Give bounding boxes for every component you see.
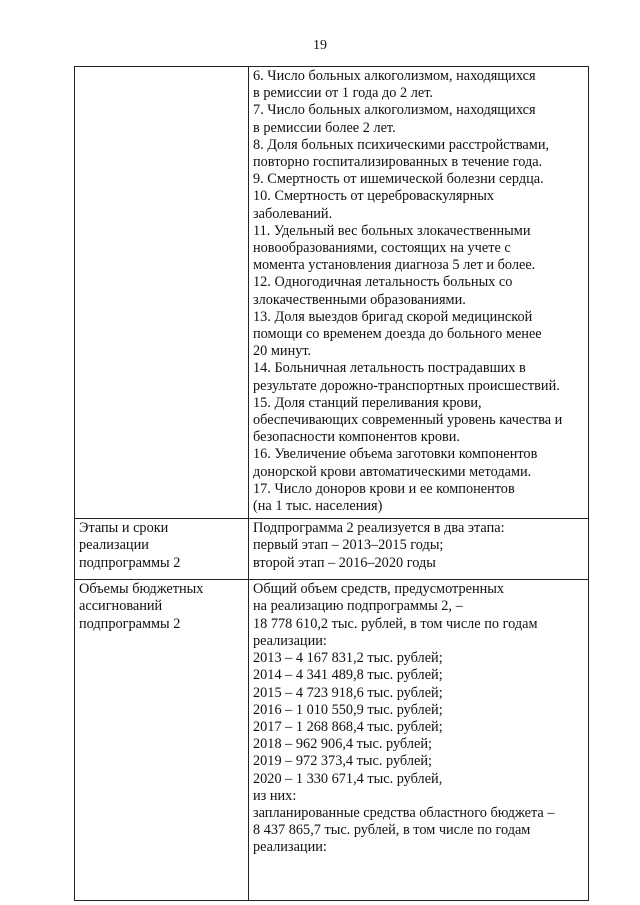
indicators-cell: [249, 67, 589, 519]
text-line: на реализацию подпрограммы 2, –: [253, 598, 463, 615]
text-line: помощи со временем доезда до больного менее: [253, 326, 542, 343]
text-line: безопасности компонентов крови.: [253, 429, 460, 446]
text-line: 12. Одногодичная летальность больных со: [253, 274, 513, 291]
page-number: 19: [313, 38, 327, 53]
text-line: первый этап – 2013–2015 годы;: [253, 537, 444, 554]
text-line: 18 778 610,2 тыс. рублей, в том числе по годам: [253, 615, 538, 632]
text-line: 13. Доля выездов бригад скорой медицинской: [253, 308, 533, 325]
table-row-budget: [75, 580, 589, 901]
row-label-cell: [75, 519, 249, 580]
text-line: заболеваний.: [253, 205, 333, 222]
program-table: [74, 66, 589, 901]
text-line: 8. Доля больных психическими расстройствами,: [253, 136, 550, 153]
text-line: ассигнований: [79, 598, 163, 615]
text-line: 10. Смертность от цереброваскулярных: [253, 188, 495, 205]
stages-cell: [249, 519, 589, 580]
row-label-cell: [75, 580, 249, 901]
text-line: 6. Число больных алкоголизмом, находящихся: [253, 68, 536, 84]
text-line: реализации:: [253, 632, 327, 649]
text-line: 15. Доля станций переливания крови,: [253, 394, 482, 411]
text-line: 9. Смертность от ишемической болезни сердца.: [253, 171, 544, 188]
text-line: 2014 – 4 341 489,8 тыс. рублей;: [253, 667, 443, 684]
text-line: 14. Больничная летальность пострадавших в: [253, 360, 526, 377]
text-line: 7. Число больных алкоголизмом, находящихся: [253, 102, 536, 119]
row-label-cell: [75, 67, 249, 519]
text-line: 17. Число доноров крови и ее компонентов: [253, 480, 515, 497]
text-line: второй этап – 2016–2020 годы: [253, 554, 436, 571]
text-line: 2013 – 4 167 831,2 тыс. рублей;: [253, 650, 443, 667]
text-line: новообразованиями, состоящих на учете с: [253, 240, 511, 257]
text-line: 2019 – 972 373,4 тыс. рублей;: [253, 753, 432, 770]
text-line: 2015 – 4 723 918,6 тыс. рублей;: [253, 684, 443, 701]
text-line: донорской крови автоматическими методами.: [253, 463, 532, 480]
text-line: из них:: [253, 787, 297, 804]
table-row-indicators: [75, 67, 589, 519]
text-line: 2016 – 1 010 550,9 тыс. рублей;: [253, 701, 443, 718]
text-line: 2020 – 1 330 671,4 тыс. рублей,: [253, 770, 443, 787]
text-line: (на 1 тыс. населения): [253, 498, 383, 515]
table-row-stages: [75, 519, 589, 580]
text-line: подпрограммы 2: [79, 615, 181, 632]
text-line: в ремиссии от 1 года до 2 лет.: [253, 85, 433, 102]
text-line: реализации: [79, 537, 149, 554]
text-line: 11. Удельный вес больных злокачественными: [253, 222, 531, 239]
text-line: 20 минут.: [253, 343, 312, 360]
text-line: 16. Увеличение объема заготовки компонентов: [253, 446, 538, 463]
budget-cell: [249, 580, 589, 901]
text-line: злокачественными образованиями.: [253, 291, 466, 308]
text-line: реализации:: [253, 839, 327, 856]
text-line: в ремиссии более 2 лет.: [253, 119, 396, 136]
text-line: подпрограммы 2: [79, 554, 181, 571]
text-line: 2017 – 1 268 868,4 тыс. рублей;: [253, 718, 443, 735]
text-line: Подпрограмма 2 реализуется в два этапа:: [253, 520, 505, 537]
text-line: Объемы бюджетных: [79, 581, 204, 598]
text-line: 8 437 865,7 тыс. рублей, в том числе по годам: [253, 822, 531, 839]
text-line: результате дорожно-транспортных происшествий.: [253, 377, 560, 394]
text-line: обеспечивающих современный уровень качества и: [253, 412, 563, 429]
text-line: повторно госпитализированных в течение года.: [253, 154, 543, 171]
text-line: момента установления диагноза 5 лет и более.: [253, 257, 536, 274]
text-line: 2018 – 962 906,4 тыс. рублей;: [253, 736, 432, 753]
text-line: Этапы и сроки: [79, 520, 169, 537]
text-line: запланированные средства областного бюджета –: [253, 804, 555, 821]
text-line: Общий объем средств, предусмотренных: [253, 581, 505, 598]
